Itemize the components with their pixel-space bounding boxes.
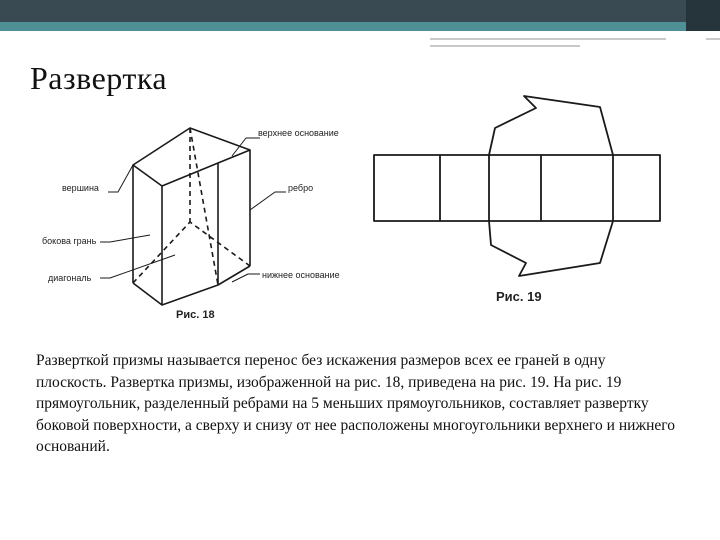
leader-top-base [232, 138, 260, 156]
prism-figure-18 [100, 128, 286, 305]
prism-hidden-base [133, 222, 250, 283]
label-bottom-base: нижнее основание [262, 270, 340, 280]
label-edge: ребро [288, 183, 314, 193]
net-figure-19 [374, 96, 660, 276]
leader-side-face [100, 235, 150, 242]
label-side-face: бокова грань [42, 236, 97, 246]
net-top-base [489, 96, 613, 155]
prism-bottom-base [133, 266, 250, 305]
caption-fig19: Рис. 19 [496, 289, 542, 304]
prism-diagonal [190, 128, 218, 285]
net-lateral-rectangle [374, 155, 660, 221]
leader-vertex [108, 165, 133, 192]
leader-diagonal [100, 255, 175, 278]
prism-labels [42, 128, 340, 283]
label-vertex: вершина [62, 183, 99, 193]
description-paragraph: Разверткой призмы называется перенос без искажения размеров всех ее граней в одну плоскость. Развертка призмы, изображенной на рис. 18, приведена на рис. 19. На рис. 19 прямоугольник, разделенный ребрами на 5 меньших прямоугольников, составляет развертку боковой поверхности, а сверху и снизу от нее расположены многоугольники верхнего и нижнего оснований. [36, 352, 676, 455]
label-top-base: верхнее основание [258, 128, 339, 138]
leader-edge [250, 192, 286, 210]
slide-title: Развертка [30, 60, 168, 96]
caption-fig18: Рис. 18 [176, 309, 215, 321]
label-diagonal: диагональ [48, 273, 92, 283]
prism-top-base [133, 128, 250, 186]
net-bottom-base [489, 221, 613, 276]
leader-bottom-base [232, 274, 260, 282]
